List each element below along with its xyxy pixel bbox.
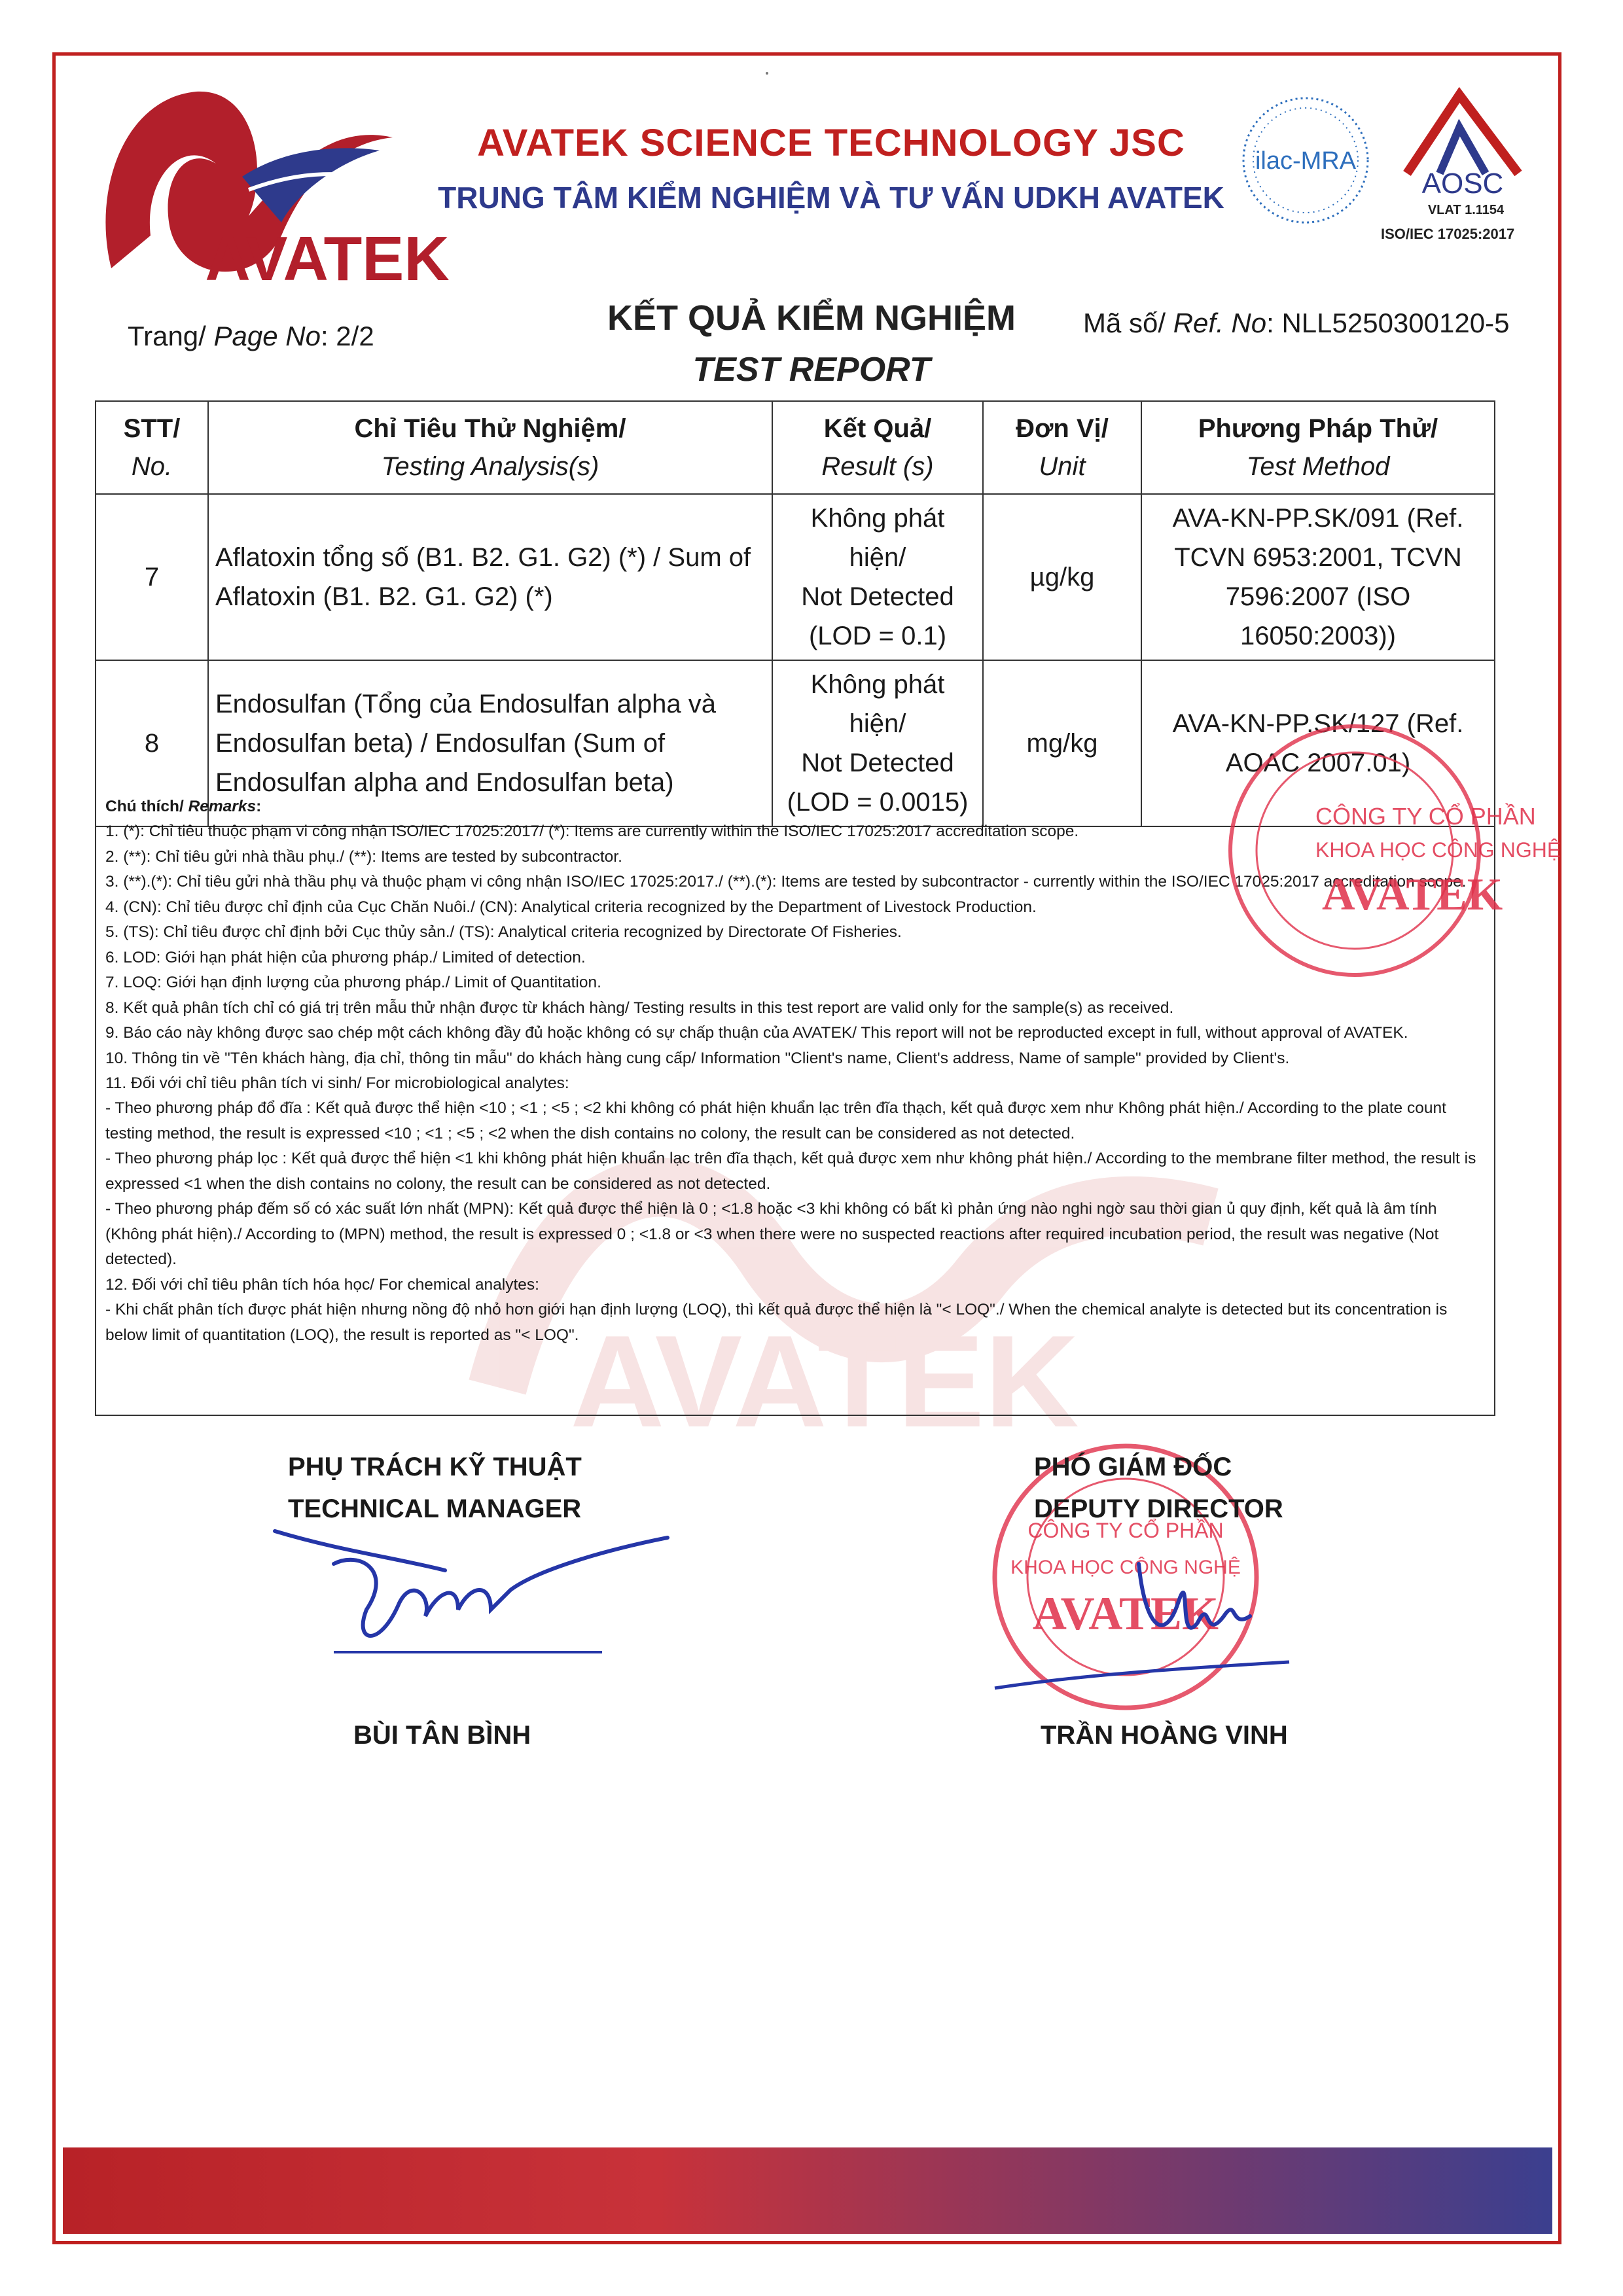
remark-item: - Khi chất phân tích được phát hiện nhưng nồng độ nhỏ hơn giới hạn định lượng (LOQ), thì kết quả được thể hiện là "< LOQ"./ When the chemical analyte is detected but its concentration is below limit of quantitation (LOQ), the result is reported as "< LOQ". xyxy=(105,1301,1448,1344)
header-result: Kết Quả/ Result (s) xyxy=(772,401,983,494)
page-number xyxy=(128,321,374,352)
remark-item: 5. (TS): Chỉ tiêu được chỉ định bởi Cục thủy sản./ (TS): Analytical criteria recognized by Directorate Of Fisheries. xyxy=(105,923,902,942)
deputy-director-block xyxy=(1034,1446,1283,1530)
ref-value: : NLL5250300120-5 xyxy=(1266,308,1510,338)
remark-item: 8. Kết quả phân tích chỉ có giá trị trên mẫu thử nhận được từ khách hàng/ Testing results in this test report are valid only for the sample(s) as received. xyxy=(105,998,1174,1017)
aosc-cert: ISO/IEC 17025:2017 xyxy=(1381,226,1515,242)
aosc-text: AOSC xyxy=(1421,168,1504,200)
row-result: Không phát hiện/ Not Detected (LOD = 0.1) xyxy=(772,494,983,660)
stamp2-line3: AVATEK xyxy=(1032,1587,1219,1640)
remark-item: 4. (CN): Chỉ tiêu được chỉ định của Cục Chăn Nuôi./ (CN): Analytical criteria recognized by the Department of Livestock Production. xyxy=(105,898,1037,916)
ref-label-vn: Mã số/ xyxy=(1083,308,1173,338)
remark-item: 6. LOD: Giới hạn phát hiện của phương pháp./ Limited of detection. xyxy=(105,948,586,966)
page-label-en: Page No xyxy=(213,321,321,351)
remark-item: 3. (**).(*): Chỉ tiêu gửi nhà thầu phụ và thuộc phạm vi công nhận ISO/IEC 17025:2017./ (**).(*): Items are tested by subcontractor - currently within the ISO/IEC 17025:2017 accreditation scope. xyxy=(105,873,1467,891)
deputy-director-name: TRẦN HOÀNG VINH xyxy=(1041,1721,1288,1750)
remark-item: - Theo phương pháp đổ đĩa : Kết quả được thể hiện <10 ; <1 ; <5 ; <2 khi không có phát hiện khuẩn lạc trên đĩa thạch, kết quả được xem như Không phát hiện./ According to the plate count testing method, the result is expressed <10 ; <1 ; <5 ; <2 when the dish contains no colony, the result can be considered as not detected. xyxy=(105,1099,1446,1142)
table-header-row xyxy=(96,401,1495,494)
stamp2-line1: CÔNG TY CỔ PHẦN xyxy=(1027,1519,1224,1542)
stamp-line1: CÔNG TY CỔ PHẦN xyxy=(1315,803,1536,830)
avatek-logo xyxy=(85,72,450,294)
remark-item: 1. (*): Chỉ tiêu thuộc phạm vi công nhận ISO/IEC 17025:2017/ (*): Items are currently within the ISO/IEC 17025:2017 accreditation scope. xyxy=(105,822,1079,841)
ilac-text: ilac-MRA xyxy=(1255,147,1357,175)
row-unit: µg/kg xyxy=(983,494,1141,660)
remark-item: - Theo phương pháp đếm số có xác suất lớn nhất (MPN): Kết quả được thể hiện là 0 ; <1.8 hoặc <3 khi không có bất kì phản ứng nào nghi ngờ sau thời gian ủ quy định, kết quả là âm tính (Không phát hiện)./ According to (MPN) method, the result is expressed 0 ; <1.8 or <3 when there were no suspected reactions after required incubation period, the result was negative (Not detected). xyxy=(105,1200,1439,1269)
stamp-line3: AVATEK xyxy=(1322,870,1503,920)
header-unit: Đơn Vị/ Unit xyxy=(983,401,1141,494)
sig-right-title-vn: PHÓ GIÁM ĐỐC xyxy=(1034,1453,1232,1481)
footer-band xyxy=(63,2147,1552,2234)
header-analysis: Chỉ Tiêu Thử Nghiệm/ Testing Analysis(s) xyxy=(208,401,772,494)
sig-left-title-vn: PHỤ TRÁCH KỸ THUẬT xyxy=(288,1453,582,1481)
remark-item: 10. Thông tin về "Tên khách hàng, địa chỉ, thông tin mẫu" do khách hàng cung cấp/ Information "Client's name, Client's address, Name of sample" provided by Client's. xyxy=(105,1049,1290,1067)
row-no: 8 xyxy=(96,660,208,826)
row-method: AVA-KN-PP.SK/127 (Ref. AOAC 2007.01) xyxy=(1141,660,1495,826)
row-method: AVA-KN-PP.SK/091 (Ref. TCVN 6953:2001, TCVN 7596:2007 (ISO 16050:2003)) xyxy=(1141,494,1495,660)
stamp-line2: KHOA HỌC CÔNG NGHỆ xyxy=(1315,838,1561,862)
report-title-vn: KẾT QUẢ KIỂM NGHIỆM xyxy=(607,298,1016,338)
company-subtitle: TRUNG TÂM KIỂM NGHIỆM VÀ TƯ VẤN UDKH AVATEK xyxy=(438,181,1224,215)
remark-item: - Theo phương pháp lọc : Kết quả được thể hiện <1 khi không phát hiện khuẩn lạc trên đĩa thạch, kết quả được xem như không phát hiện./ According to the membrane filter method, the result is expressed <1 when the dish contains no colony, the result can be considered as not detected. xyxy=(105,1150,1476,1193)
technical-manager-name: BÙI TÂN BÌNH xyxy=(353,1721,531,1750)
row-no: 7 xyxy=(96,494,208,660)
remark-item: 9. Báo cáo này không được sao chép một cách không đầy đủ hoặc không có sự chấp thuận của AVATEK/ This report will not be reproducted except in full, without approval of AVATEK. xyxy=(105,1024,1408,1042)
page-label-vn: Trang/ xyxy=(128,321,214,351)
row-result: Không phát hiện/ Not Detected (LOD = 0.0015) xyxy=(772,660,983,826)
table-row xyxy=(96,494,1495,660)
ref-label-en: Ref. No xyxy=(1173,308,1267,338)
company-name: AVATEK SCIENCE TECHNOLOGY JSC xyxy=(477,122,1185,164)
aosc-badge xyxy=(1387,88,1538,219)
page-value: : 2/2 xyxy=(320,321,374,351)
ilac-mra-badge xyxy=(1237,92,1374,229)
row-unit: mg/kg xyxy=(983,660,1141,826)
report-title-en: TEST REPORT xyxy=(692,351,931,389)
remark-item: 11. Đối với chỉ tiêu phân tích vi sinh/ For microbiological analytes: xyxy=(105,1074,569,1092)
remarks-title: Chú thích/ Remarks: xyxy=(105,798,262,815)
reference-number xyxy=(1083,308,1509,339)
logo-text: AVATEK xyxy=(205,224,450,294)
aosc-vlat: VLAT 1.1154 xyxy=(1427,203,1505,217)
sig-left-title-en: TECHNICAL MANAGER xyxy=(288,1494,582,1523)
scan-speck xyxy=(766,72,768,75)
remark-item: 12. Đối với chỉ tiêu phân tích hóa học/ For chemical analytes: xyxy=(105,1275,539,1294)
row-analysis: Aflatoxin tổng số (B1. B2. G1. G2) (*) / Sum of Aflatoxin (B1. B2. G1. G2) (*) xyxy=(208,494,772,660)
header-method: Phương Pháp Thử/ Test Method xyxy=(1141,401,1495,494)
stamp2-line2: KHOA HỌC CÔNG NGHỆ xyxy=(1010,1557,1241,1578)
remark-item: 2. (**): Chỉ tiêu gửi nhà thầu phụ./ (**): Items are tested by subcontractor. xyxy=(105,847,622,866)
header-no: STT/ No. xyxy=(96,401,208,494)
watermark-text: AVATEK xyxy=(570,1309,1079,1455)
technical-manager-signature xyxy=(262,1511,681,1682)
company-stamp-partial xyxy=(1230,694,1561,1008)
sig-right-title-en: DEPUTY DIRECTOR xyxy=(1034,1494,1283,1523)
row-analysis: Endosulfan (Tổng của Endosulfan alpha và Endosulfan beta) / Endosulfan (Sum of Endosulfan alpha and Endosulfan beta) xyxy=(208,660,772,826)
remark-item: 7. LOQ: Giới hạn định lượng của phương pháp./ Limit of Quantitation. xyxy=(105,974,601,992)
